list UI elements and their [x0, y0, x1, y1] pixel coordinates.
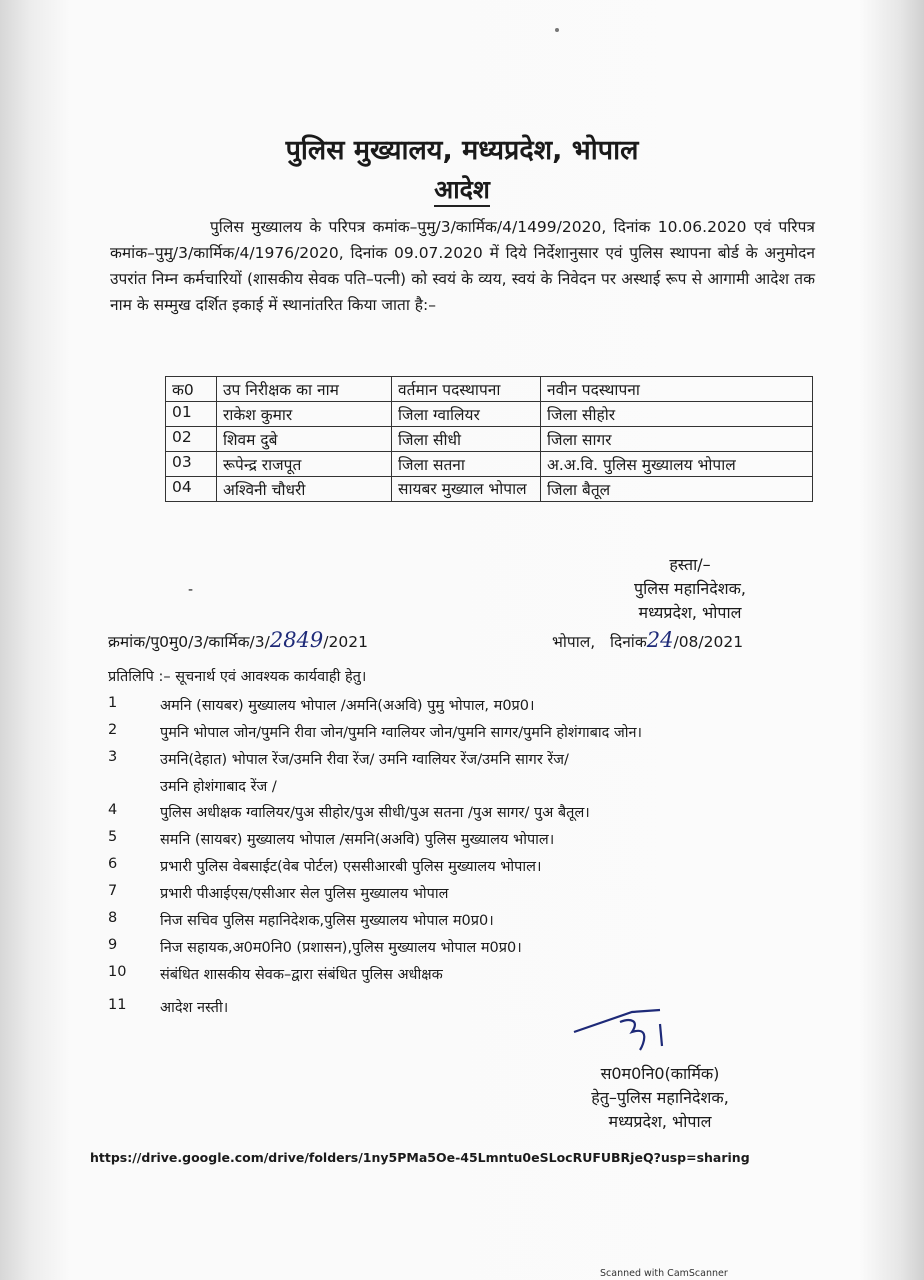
table-row: [166, 477, 813, 502]
order-place: भोपाल,: [552, 633, 596, 651]
table-row: [166, 427, 813, 452]
scan-speck: [555, 28, 559, 32]
order-date-label: दिनांक: [609, 633, 647, 651]
signatory-line: मध्यप्रदेश, भोपाल: [638, 603, 742, 622]
copy-item-number: 5: [108, 829, 118, 845]
order-number-year: /2021: [323, 633, 368, 651]
copy-item-number: 10: [108, 964, 127, 980]
order-number-prefix: क्रमांक/पु0मु0/3/कार्मिक/3/: [108, 633, 270, 651]
signatory-line: हेतु–पुलिस महानिदेशक,: [591, 1088, 729, 1107]
cell-sno: 02: [166, 427, 217, 452]
order-heading-text: आदेश: [434, 175, 490, 207]
col-header-new-posting: नवीन पदस्थापना: [541, 377, 813, 402]
copy-item-text: निज सचिव पुलिस महानिदेशक,पुलिस मुख्यालय भोपाल म0प्र0।: [160, 913, 494, 929]
copy-intro: प्रतिलिपि :– सूचनार्थ एवं आवश्यक कार्यवाही हेतु।: [108, 669, 367, 685]
cell-sno: 03: [166, 452, 217, 477]
copy-item-text: संबंधित शासकीय सेवक–द्वारा संबंधित पुलिस अधीक्षक: [160, 967, 443, 983]
copy-item-text: उमनि होशंगाबाद रेंज /: [160, 779, 277, 795]
cell-current-posting: सायबर मुख्याल भोपाल: [392, 477, 541, 502]
copy-item-text: निज सहायक,अ0म0नि0 (प्रशासन),पुलिस मुख्यालय भोपाल म0प्र0।: [160, 940, 522, 956]
copy-item-number: 7: [108, 883, 118, 899]
cell-name: शिवम दुबे: [217, 427, 392, 452]
order-day-handwritten: 24: [646, 628, 674, 652]
cell-new-posting: अ.अ.वि. पुलिस मुख्यालय भोपाल: [541, 452, 813, 477]
cell-new-posting: जिला बैतूल: [541, 477, 813, 502]
copy-item-number: 11: [108, 997, 127, 1013]
drive-link[interactable]: https://drive.google.com/drive/folders/1ny5PMa5Oe-45Lmntu0eSLocRUFUBRjeQ?usp=sharing: [90, 1150, 750, 1165]
copy-item-number: 9: [108, 937, 118, 953]
cell-name: अश्विनी चौधरी: [217, 477, 392, 502]
copy-item-text: समनि (सायबर) मुख्यालय भोपाल /समनि(अअवि) पुलिस मुख्यालय भोपाल।: [160, 832, 555, 848]
table-header-row: [166, 377, 813, 402]
signatory-line: हस्ता/–: [669, 555, 711, 574]
copy-item-number: 3: [108, 749, 118, 765]
signatory-block-adg: [560, 1062, 760, 1134]
signature-scribble: [560, 1000, 690, 1060]
scanner-watermark: Scanned with CamScanner: [600, 1268, 728, 1279]
cell-name: रूपेन्द्र राजपूत: [217, 452, 392, 477]
copy-item-number: 4: [108, 802, 118, 818]
order-number-handwritten: 2849: [269, 628, 324, 652]
signatory-line: पुलिस महानिदेशक,: [634, 579, 746, 598]
cell-current-posting: जिला सीधी: [392, 427, 541, 452]
order-number: [108, 628, 368, 652]
order-paragraph: पुलिस मुख्यालय के परिपत्र कमांक–पुमु/3/कार्मिक/4/1499/2020, दिनांक 10.06.2020 एवं परिपत्र कमांक–पुमु/3/कार्मिक/4/1976/2020, दिनांक 09.07.2020 में दिये निर्देशानुसार एवं पुलिस स्थापना बोर्ड के अनुमोदन उपरांत निम्न कर्मचारियों (शासकीय सेवक पति–पत्नी) को स्वयं के व्यय, स्वयं के निवेदन पर अस्थाई रूप से आगामी आदेश तक नाम के सम्मुख दर्शित इकाई में स्थानांतरित किया जाता है:–: [110, 218, 815, 314]
signatory-block-dgp: [600, 553, 780, 625]
cell-sno: 01: [166, 402, 217, 427]
page-title: पुलिस मुख्यालय, मध्यप्रदेश, भोपाल: [285, 135, 639, 166]
copy-item-number: 2: [108, 722, 118, 738]
copy-item-number: 6: [108, 856, 118, 872]
order-heading: [0, 172, 924, 206]
col-header-sno: क0: [166, 377, 217, 402]
hyphen-mark: -: [188, 582, 194, 598]
copy-item-text: प्रभारी पुलिस वेबसाईट(वेब पोर्टल) एससीआरबी पुलिस मुख्यालय भोपाल।: [160, 859, 542, 875]
order-date: [552, 628, 743, 652]
copy-item-text: उमनि(देहात) भोपाल रेंज/उमनि रीवा रेंज/ उमनि ग्वालियर रेंज/उमनि सागर रेंज/: [160, 752, 569, 768]
cell-current-posting: जिला ग्वालियर: [392, 402, 541, 427]
cell-sno: 04: [166, 477, 217, 502]
order-date-rest: /08/2021: [673, 633, 744, 651]
copy-item-text: आदेश नस्ती।: [160, 1000, 229, 1016]
col-header-current-posting: वर्तमान पदस्थापना: [392, 377, 541, 402]
copy-item-number: 8: [108, 910, 118, 926]
cell-name: राकेश कुमार: [217, 402, 392, 427]
table-row: [166, 452, 813, 477]
copy-item-number: 1: [108, 695, 118, 711]
col-header-name: उप निरीक्षक का नाम: [217, 377, 392, 402]
signatory-line: स0म0नि0(कार्मिक): [600, 1064, 720, 1083]
cell-new-posting: जिला सीहोर: [541, 402, 813, 427]
copy-item-text: पुलिस अधीक्षक ग्वालियर/पुअ सीहोर/पुअ सीधी/पुअ सतना /पुअ सागर/ पुअ बैतूल।: [160, 805, 590, 821]
cell-current-posting: जिला सतना: [392, 452, 541, 477]
signatory-line: मध्यप्रदेश, भोपाल: [608, 1112, 712, 1131]
copy-item-text: प्रभारी पीआईएस/एसीआर सेल पुलिस मुख्यालय भोपाल: [160, 886, 449, 902]
copy-item-text: पुमनि भोपाल जोन/पुमनि रीवा जोन/पुमनि ग्वालियर जोन/पुमनि सागर/पुमनि होशंगाबाद जोन।: [160, 725, 643, 741]
transfer-table: [165, 376, 813, 502]
table-row: [166, 402, 813, 427]
copy-item-text: अमनि (सायबर) मुख्यालय भोपाल /अमनि(अअवि) पुमु भोपाल, म0प्र0।: [160, 698, 535, 714]
cell-new-posting: जिला सागर: [541, 427, 813, 452]
